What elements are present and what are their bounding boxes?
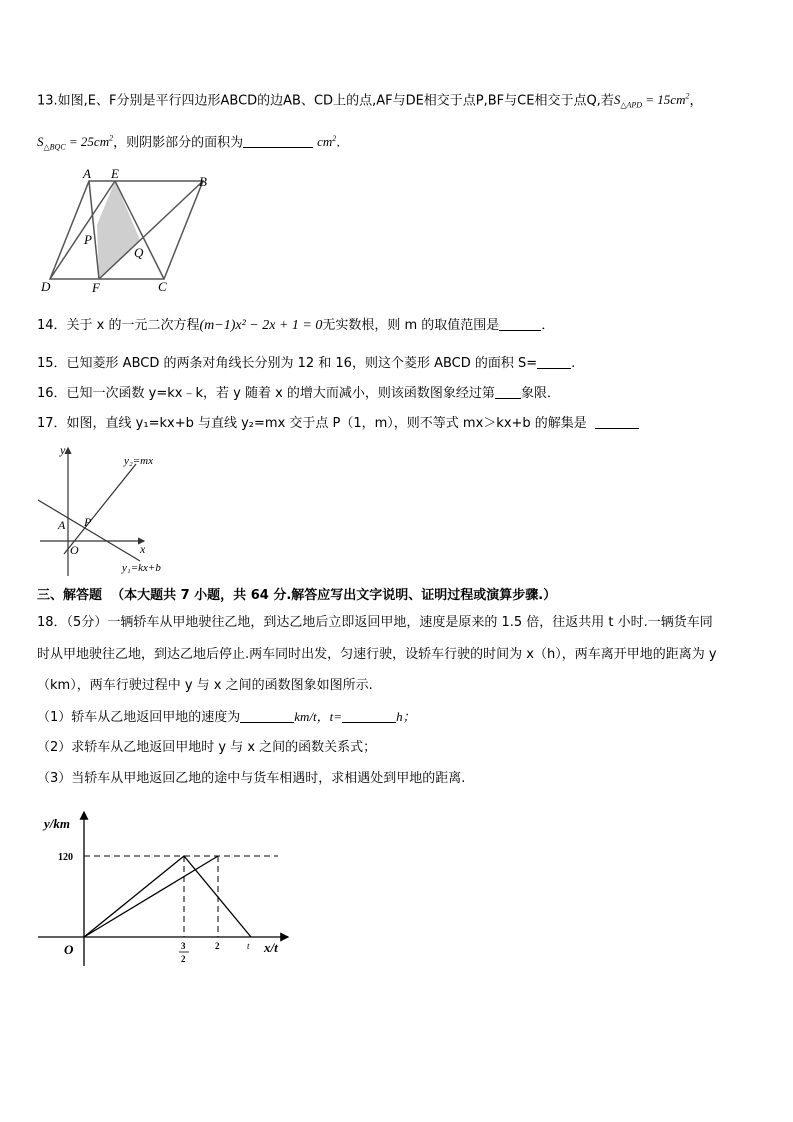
label-d: D: [41, 279, 51, 294]
q14-prefix: 14．关于 x 的一元二次方程: [37, 318, 200, 333]
q14-line: 14．关于 x 的一元二次方程(m−1)x² − 2x + 1 = 0无实数根，则 m 的取值范围是 ．: [37, 318, 555, 333]
label-y2: y₂=mx: [124, 455, 153, 467]
shaded-region: [97, 181, 140, 279]
graph-xlabel: x/t: [264, 940, 278, 955]
q17-line: [37, 414, 639, 433]
q13-answer-blank[interactable]: [243, 133, 313, 148]
line-y1: [38, 500, 140, 561]
q18-speed-blank[interactable]: [240, 708, 294, 723]
q18-sub2: （2）求轿车从乙地返回甲地时 y 与 x 之间的函数关系式；: [37, 740, 377, 755]
label-e: E: [111, 166, 119, 181]
graph-xtick-t: t: [247, 941, 250, 951]
q18-t-blank[interactable]: [342, 708, 396, 723]
q13-s-bqc: $S_{\triangle BQC} = 25cm^2$: [37, 134, 114, 152]
q18-line3: （km），两车行驶过程中 y 与 x 之间的函数图象如图所示.: [37, 678, 373, 693]
graph-xtick-2: 2: [215, 941, 220, 951]
q17-text: 17．如图，直线 y₁=kx+b 与直线 y₂=mx 交于点 P（1，m），则不等式 mx＞kx+b 的解集是: [37, 416, 587, 431]
q18-graph: [36, 806, 301, 976]
q13-line1: 13.如图,E、F分别是平行四边形ABCD的边AB、CD上的点,AF与DE相交于点P,BF与CE相交于点Q,若$S_{\triangle APD} = 15cm^2$，: [37, 92, 703, 110]
truck-line: [84, 856, 218, 937]
q16-line: 16．已知一次函数 y=kx﹣k，若 y 随着 x 的增大而减小，则该函数图象经过第 象限．: [37, 386, 560, 401]
q13-text2: ，则阴影部分的面积为: [113, 135, 244, 151]
label-c: C: [158, 279, 167, 294]
label-p: P: [84, 232, 92, 247]
section3-desc: （本大题共 7 小题，共 64 分.解答应写出文字说明、证明过程或演算步骤.）: [111, 588, 557, 603]
label-f: F: [92, 280, 100, 295]
label-q: Q: [134, 245, 144, 260]
q16-text: 16．已知一次函数 y=kx﹣k，若 y 随着 x 的增大而减小，则该函数图象经过第: [37, 386, 495, 401]
graph-xtick-den: 2: [181, 954, 186, 964]
q15-text: 15．已知菱形 ABCD 的两条对角线长分别为 12 和 16，则这个菱形 ABCD 的面积 S=: [37, 356, 538, 371]
q13-s-apd: $S_{\triangle APD} = 15cm^2$: [613, 92, 690, 110]
car-line: [84, 856, 251, 937]
q14-equation: (m−1)x² − 2x + 1 = 0: [199, 318, 323, 333]
graph-ylabel: y/km: [44, 816, 70, 831]
graph-ytick-120: 120: [58, 852, 73, 863]
q18-sub3: （3）当轿车从甲地返回乙地的途中与货车相遇时，求相遇处到甲地的距离.: [37, 771, 466, 786]
q17-lines-figure: [36, 440, 186, 580]
q13-line2: $S_{\triangle BQC} = 25cm^2$，则阴影部分的面积为 $cm^2$.: [37, 134, 341, 152]
label-y: y: [60, 443, 66, 457]
q18-sub1: （1）轿车从乙地返回甲地的速度为 km/t，t= h；: [37, 709, 416, 725]
label-x: x: [140, 542, 146, 556]
label-b: B: [199, 174, 207, 189]
label-a: A: [83, 166, 91, 181]
q14-answer-blank[interactable]: [499, 316, 541, 331]
label-o: O: [70, 543, 79, 557]
graph-origin: O: [64, 942, 74, 957]
q18-line2: 时从甲地驶往乙地，到达乙地后停止.两车同时出发，匀速行驶，设轿车行驶的时间为 x（h），两车离开甲地的距离为 y: [37, 647, 717, 662]
q15-answer-blank[interactable]: [537, 354, 571, 369]
section3-heading: [37, 587, 556, 605]
label-p: P: [84, 515, 92, 529]
q13-parallelogram-figure: [38, 165, 223, 295]
q18-line1: 18．（5分）一辆轿车从甲地驶往乙地，到达乙地后立即返回甲地，速度是原来的 1.5 倍，往返共用 t 小时.一辆货车同: [37, 615, 713, 630]
section3-title: 三、解答题: [37, 588, 103, 603]
graph-xtick-num: 3: [181, 941, 186, 951]
q16-answer-blank[interactable]: [495, 384, 521, 399]
q17-answer-blank[interactable]: [595, 414, 639, 429]
label-y1: y₁=kx+b: [122, 562, 161, 574]
label-a: A: [58, 518, 66, 532]
q13-text: 13.如图,E、F分别是平行四边形ABCD的边AB、CD上的点,AF与DE相交于点P,BF与CE相交于点Q,若: [37, 93, 614, 109]
q15-line: 15．已知菱形 ABCD 的两条对角线长分别为 12 和 16，则这个菱形 ABCD 的面积 S= .: [37, 356, 576, 371]
q14-suffix: 无实数根，则 m 的取值范围是: [322, 318, 500, 333]
